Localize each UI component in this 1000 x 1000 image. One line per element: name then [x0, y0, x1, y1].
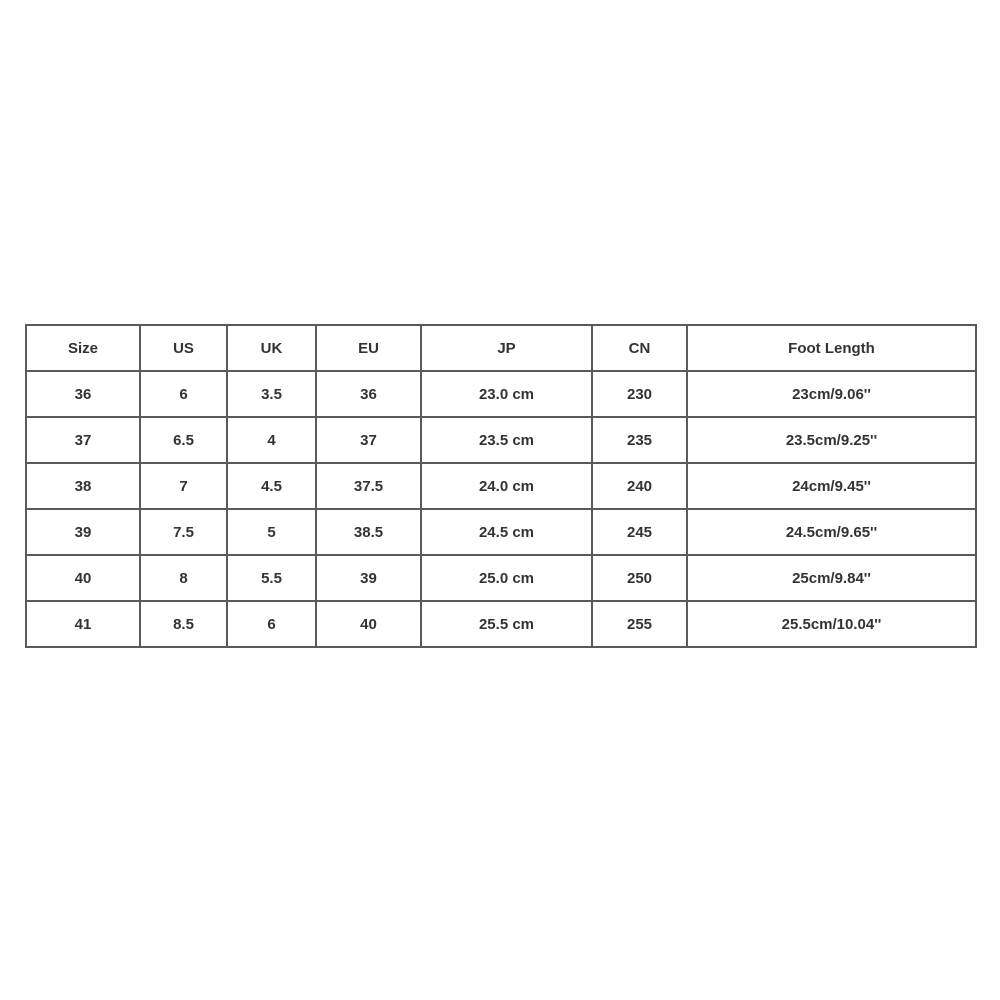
table-row [26, 463, 976, 509]
cell-us: 7.5 [140, 509, 227, 555]
cell-us: 8 [140, 555, 227, 601]
table-row [26, 371, 976, 417]
table-header-row [26, 325, 976, 371]
header-size: Size [26, 325, 140, 371]
cell-foot-length: 24cm/9.45'' [687, 463, 976, 509]
cell-size: 40 [26, 555, 140, 601]
cell-uk: 5.5 [227, 555, 316, 601]
cell-cn: 240 [592, 463, 687, 509]
cell-us: 7 [140, 463, 227, 509]
cell-foot-length: 23cm/9.06'' [687, 371, 976, 417]
cell-size: 37 [26, 417, 140, 463]
header-jp: JP [421, 325, 592, 371]
cell-eu: 40 [316, 601, 421, 647]
cell-jp: 24.0 cm [421, 463, 592, 509]
cell-eu: 39 [316, 555, 421, 601]
header-cn: CN [592, 325, 687, 371]
cell-jp: 24.5 cm [421, 509, 592, 555]
cell-uk: 4 [227, 417, 316, 463]
cell-jp: 25.0 cm [421, 555, 592, 601]
cell-cn: 245 [592, 509, 687, 555]
header-uk: UK [227, 325, 316, 371]
size-chart-table [25, 324, 977, 648]
cell-foot-length: 24.5cm/9.65'' [687, 509, 976, 555]
cell-cn: 230 [592, 371, 687, 417]
cell-eu: 37 [316, 417, 421, 463]
table-row [26, 555, 976, 601]
cell-size: 36 [26, 371, 140, 417]
header-us: US [140, 325, 227, 371]
cell-us: 6 [140, 371, 227, 417]
cell-us: 8.5 [140, 601, 227, 647]
cell-uk: 5 [227, 509, 316, 555]
cell-eu: 37.5 [316, 463, 421, 509]
cell-jp: 25.5 cm [421, 601, 592, 647]
cell-size: 38 [26, 463, 140, 509]
table-row [26, 417, 976, 463]
header-eu: EU [316, 325, 421, 371]
cell-cn: 255 [592, 601, 687, 647]
cell-uk: 3.5 [227, 371, 316, 417]
cell-size: 39 [26, 509, 140, 555]
cell-cn: 235 [592, 417, 687, 463]
table-row [26, 601, 976, 647]
cell-cn: 250 [592, 555, 687, 601]
cell-size: 41 [26, 601, 140, 647]
cell-jp: 23.0 cm [421, 371, 592, 417]
cell-foot-length: 23.5cm/9.25'' [687, 417, 976, 463]
cell-uk: 4.5 [227, 463, 316, 509]
table-row [26, 509, 976, 555]
cell-eu: 36 [316, 371, 421, 417]
cell-jp: 23.5 cm [421, 417, 592, 463]
cell-us: 6.5 [140, 417, 227, 463]
cell-eu: 38.5 [316, 509, 421, 555]
cell-uk: 6 [227, 601, 316, 647]
cell-foot-length: 25cm/9.84'' [687, 555, 976, 601]
cell-foot-length: 25.5cm/10.04'' [687, 601, 976, 647]
header-foot-length: Foot Length [687, 325, 976, 371]
